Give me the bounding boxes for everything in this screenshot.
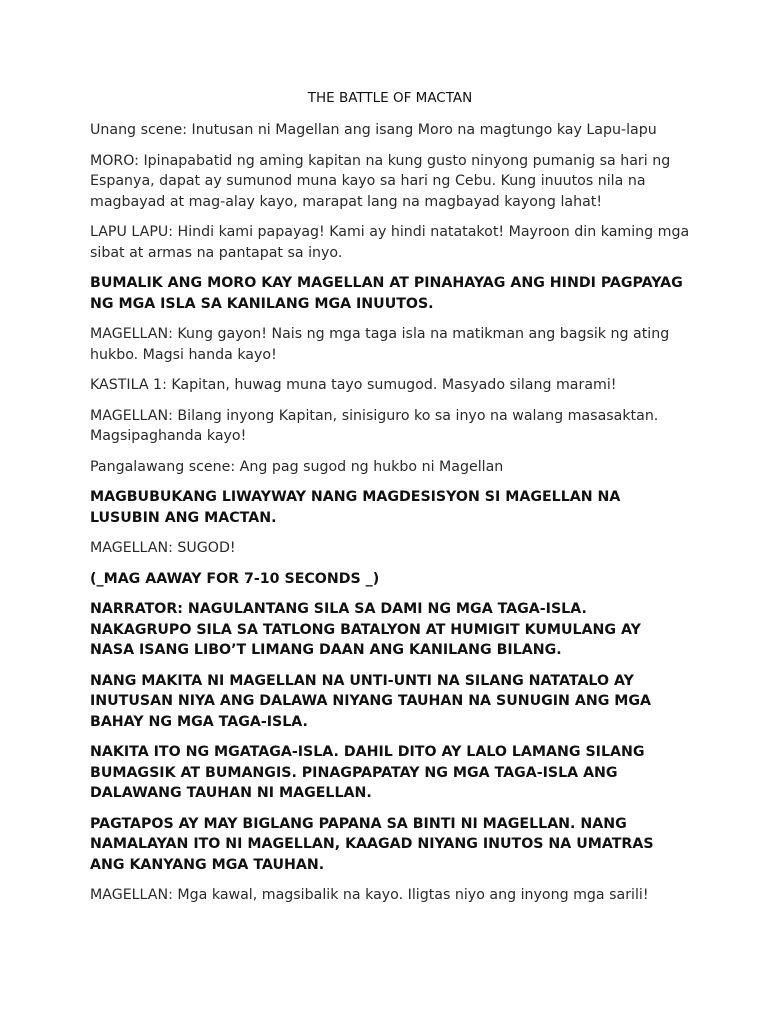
paragraph-moro-line: MORO: Ipinapabatid ng aming kapitan na kung gusto ninyong pumanig sa hari ng Espanya, dapat ay sumunod muna kayo sa hari ng Cebu. Kung inuutos nila na magbayad at mag-alay kayo, marapat lang na magbayad kayong lahat! [90,152,671,210]
document-body [90,88,690,916]
paragraph-magellan-line: MAGELLAN: Kung gayon! Nais ng mga taga isla na matikman ang bagsik ng ating hukbo. Magsi handa kayo! [90,326,670,363]
paragraph-stage-direction: NAKITA ITO NG MGATAGA-ISLA. DAHIL DITO AY LALO LAMANG SILANG BUMAGSIK AT BUMANGIS. PINAGPAPATAY NG MGA TAGA-ISLA ANG DALAWANG TAUHAN NI MAGELLAN. [90,744,645,801]
paragraph-scene-2-heading: Pangalawang scene: Ang pag sugod ng hukbo ni Magellan [90,458,504,475]
paragraph-narrator-line: NARRATOR: NAGULANTANG SILA SA DAMI NG MGA TAGA-ISLA. NAKAGRUPO SILA SA TATLONG BATALYON AT HUMIGIT KUMULANG AY NASA ISANG LIBO’T LIMANG DAAN ANG KANILANG BILANG. [90,601,641,658]
paragraph-kastila-line: KASTILA 1: Kapitan, huwag muna tayo sumugod. Masyado silang marami! [90,377,617,393]
paragraph-magellan-line: MAGELLAN: Mga kawal, magsibalik na kayo. Iligtas niyo ang inyong mga sarili! [90,887,649,903]
paragraph-lapu-lapu-line: LAPU LAPU: Hindi kami papayag! Kami ay hindi natatakot! Mayroon din kaming mga sibat at armas na pantapat sa inyo. [90,224,690,261]
document-title: THE BATTLE OF MACTAN [307,90,473,106]
paragraph-scene-1-heading: Unang scene: Inutusan ni Magellan ang isang Moro na magtungo kay Lapu-lapu [90,122,657,138]
paragraph-magellan-line: MAGELLAN: Bilang inyong Kapitan, sinisiguro ko sa inyo na walang masasaktan. Magsipaghanda kayo! [90,407,659,444]
paragraph-magellan-line: MAGELLAN: SUGOD! [90,540,236,556]
paragraph-stage-direction: NANG MAKITA NI MAGELLAN NA UNTI-UNTI NA SILANG NATATALO AY INUTUSAN NIYA ANG DALAWA NIYANG TAUHAN NA SUNUGIN ANG MGA BAHAY NG MGA TAGA-ISLA. [90,672,652,730]
paragraph-stage-direction: BUMALIK ANG MORO KAY MAGELLAN AT PINAHAYAG ANG HINDI PAGPAYAG NG MGA ISLA SA KANILANG MGA INUUTOS. [90,275,683,312]
paragraph-stage-direction: PAGTAPOS AY MAY BIGLANG PAPANA SA BINTI NI MAGELLAN. NANG NAMALAYAN ITO NI MAGELLAN, KAAGAD NIYANG INUTOS NA UMATRAS ANG KANYANG MGA TAUHAN. [90,815,654,873]
paragraph-stage-direction: MAGBUBUKANG LIWAYWAY NANG MAGDESISYON SI MAGELLAN NA LUSUBIN ANG MACTAN. [90,489,621,526]
paragraph-stage-direction: (_MAG AAWAY FOR 7-10 SECONDS _) [90,570,380,587]
